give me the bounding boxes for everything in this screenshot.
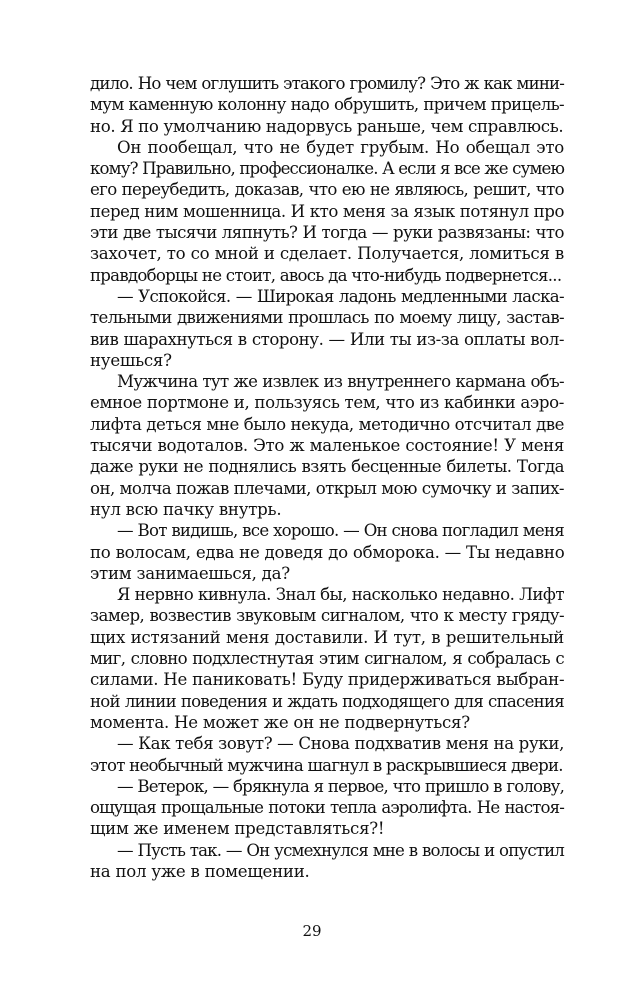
text-line: ощущая прощальные потоки тепла аэролифта. Не настоя-	[90, 798, 564, 818]
text-line: замер, возвестив звуковым сигналом, что к месту гряду-	[90, 606, 564, 626]
text-line: — Вот видишь, все хорошо. — Он снова погладил меня	[117, 521, 564, 541]
text-line: даже руки не поднялись взять бесценные билеты. Тогда	[90, 457, 564, 477]
text-line: тельными движениями прошлась по моему лицу, застав-	[90, 308, 564, 328]
text-line: дило. Но чем оглушить этакого громилу? Это ж как мини-	[90, 74, 564, 93]
text-line: перед ним мошенница. И кто меня за язык потянул про	[90, 201, 564, 221]
text-line: ной линии поведения и ждать подходящего для спасения	[90, 691, 564, 711]
text-line: вив шарахнуться в сторону. — Или ты из-за оплаты вол-	[90, 329, 564, 349]
text-line: Мужчина тут же извлек из внутреннего кармана объ-	[117, 372, 564, 392]
text-line: эти две тысячи ляпнуть? И тогда — руки развязаны: что	[90, 223, 564, 243]
text-line: силами. Не паниковать! Буду придерживаться выбран-	[90, 670, 565, 690]
text-line: емное портмоне и, пользуясь тем, что из кабинки аэро-	[90, 393, 564, 413]
text-line: тысячи водоталов. Это ж маленькое состояние! У меня	[90, 436, 564, 456]
text-line: на пол уже в помещении.	[90, 861, 310, 881]
page-number: 29	[302, 922, 322, 940]
text-line: он, молча пожав плечами, открыл мою сумочку и запих-	[90, 478, 564, 498]
text-line: нуешься?	[90, 350, 172, 370]
text-line: — Успокойся. — Широкая ладонь медленными ласка-	[117, 286, 564, 306]
book-page-text	[90, 73, 564, 882]
text-line: щим же именем представляться?!	[90, 819, 385, 839]
text-line: нул всю пачку внутрь.	[90, 499, 282, 519]
text-line: этим занимаешься, да?	[90, 563, 290, 583]
text-line: захочет, то со мной и сделает. Получается, ломиться в	[90, 244, 564, 264]
text-line: Он пообещал, что не будет грубым. Но обещал это	[117, 137, 564, 157]
text-line: — Пусть так. — Он усмехнулся мне в волосы и опустил	[117, 840, 564, 860]
text-line: — Ветерок, — брякнула я первое, что пришло в голову,	[117, 776, 564, 796]
text-line: миг, словно подхлестнутая этим сигналом, я собралась с	[90, 649, 564, 669]
text-line: правдоборцы не стоит, авось да что-нибудь подвернется...	[90, 265, 562, 285]
text-line: лифта деться мне было некуда, методично отсчитал две	[90, 414, 564, 434]
text-line: по волосам, едва не доведя до обморока. — Ты недавно	[90, 542, 565, 562]
text-line: Я нервно кивнула. Знал бы, насколько недавно. Лифт	[117, 585, 564, 605]
text-line: его переубедить, доказав, что ею не являюсь, решит, что	[90, 180, 564, 200]
text-line: момента. Не может же он не подвернуться?	[90, 712, 470, 732]
text-line: мум каменную колонну надо обрушить, причем прицель-	[90, 95, 564, 115]
text-line: — Как тебя зовут? — Снова подхватив меня на руки,	[117, 734, 565, 754]
text-line: но. Я по умолчанию надорвусь раньше, чем справлюсь.	[90, 116, 564, 136]
text-line: этот необычный мужчина шагнул в раскрывшиеся двери.	[90, 755, 563, 775]
text-line: кому? Правильно, профессионалке. А если я все же сумею	[90, 159, 565, 179]
text-line: щих истязаний меня доставили. И тут, в решительный	[90, 627, 564, 647]
